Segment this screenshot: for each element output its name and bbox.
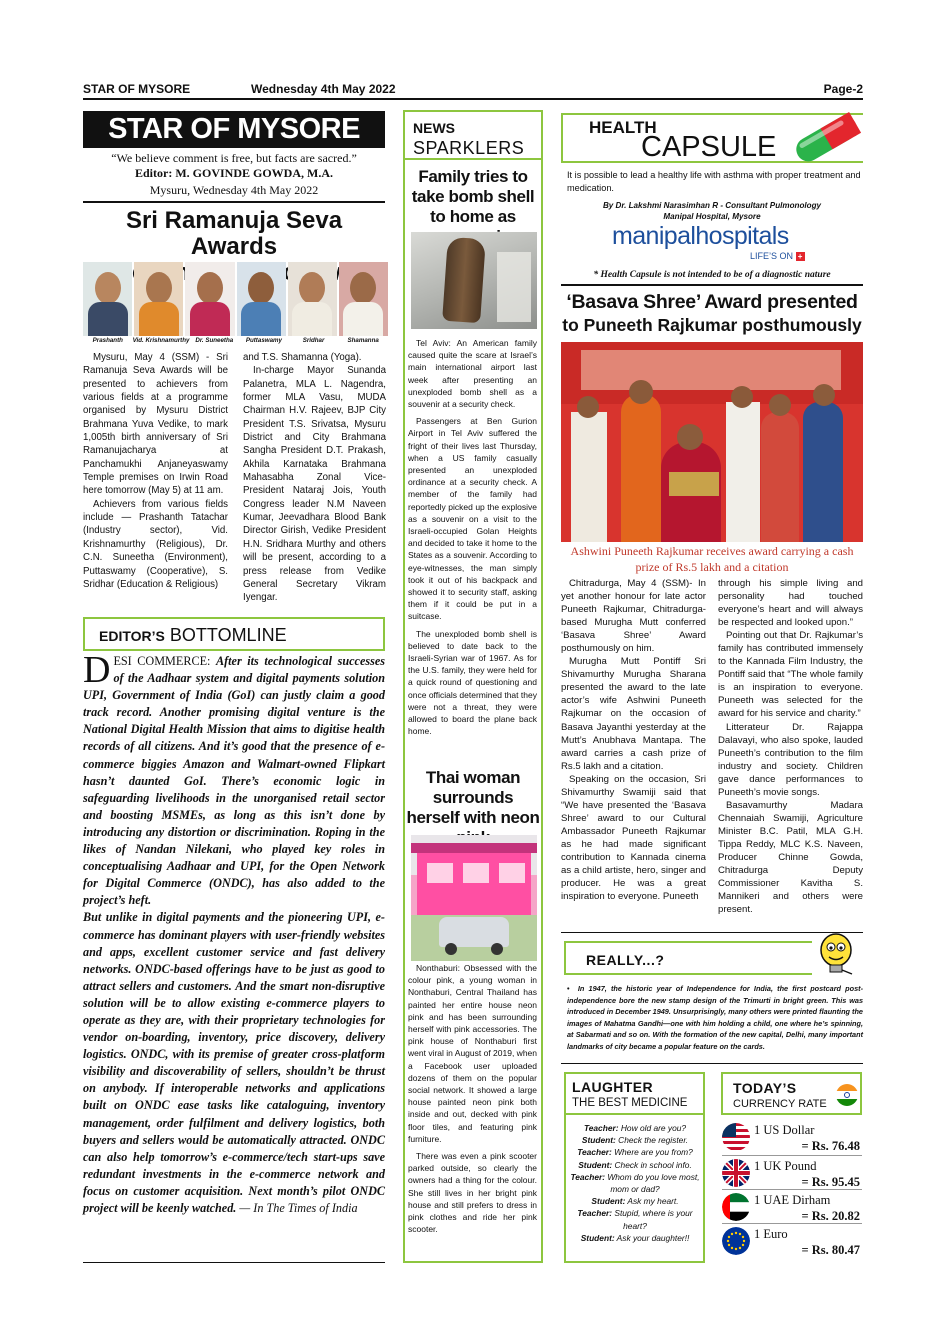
really-text: In 1947, the historic year of Independence for India, the first postcard post-independence bore the new stamp design of the Trimurti in bright green. This was introduced in December 1949. Unsurprisingly, many others were printed flaunting the images of Mahatma Gandhi—one with him holding a child, one where he’s spinning, at Sabarmati and so on. With the formation of the new capital, Delhi, many important landmarks of city became a popular feature on the cards.: [567, 984, 864, 1051]
basava-paragraph: Chitradurga, May 4 (SSM)- In yet another honour for late actor Puneeth Rajkumar, Chitradurga-based Murugha Mutt conferred ‘Basava Shree’ Award posthumously on him.: [561, 578, 706, 655]
plus-icon: +: [796, 252, 805, 261]
health-byline: [561, 200, 863, 222]
health-rule: [561, 284, 863, 286]
story2-headline: Thai woman surrounds herself with neon: [406, 768, 540, 827]
basava-headline-2: to Puneeth Rajkumar posthumously: [562, 315, 862, 335]
caption-shamanna: Shamanna: [347, 337, 379, 344]
dialogue-line: Student: Ask my heart.: [591, 1196, 679, 1207]
masthead-rule: [83, 201, 385, 203]
basava-paragraph: Murugha Mutt Pontiff Sri Shivamurthy Murugha Sharana presented the award to the late actor’s wife Ashwini Puneeth Rajkumar on the occasion of Basava Jayanthi yesterday at the Mutt’s Anubhava Mantapa. The award carries a cash prize of Rs.5 lakh and a citation.: [561, 656, 706, 772]
currency-value: = Rs. 20.82: [801, 1209, 860, 1223]
lead-paragraph: and T.S. Shamanna (Yoga).: [243, 352, 362, 363]
currency-unit: 1 US Dollar: [754, 1123, 815, 1137]
editors-bottomline-label: [99, 625, 287, 646]
really-body: [567, 983, 863, 1053]
currency-value: = Rs. 76.48: [801, 1139, 860, 1153]
news-sparklers-frame: [403, 160, 543, 1263]
masthead-title: STAR OF MYSORE: [83, 111, 385, 148]
laughter-box: [564, 1072, 705, 1115]
dialogue-line: Teacher: Where are you from?: [577, 1147, 693, 1158]
editors-bottomline-box: [83, 617, 385, 651]
news-label: NEWS: [413, 120, 455, 136]
photo-krishnamurthy: [134, 262, 183, 336]
health-byline-2: Manipal Hospital, Mysore: [663, 212, 761, 221]
health-byline-1: By Dr. Lakshmi Narasimhan R - Consultant Pulmonology: [602, 201, 822, 210]
caption-puttaswamy: Puttaswamy: [245, 337, 282, 344]
currency-row-aed: [722, 1189, 862, 1223]
currency-value: = Rs. 80.47: [801, 1243, 860, 1257]
dialogue-line: Teacher: How old are you?: [583, 1123, 687, 1133]
photo-captions: [83, 337, 388, 344]
currency-unit: 1 Euro: [754, 1227, 788, 1241]
editorial-lead: ESI COMMERCE:: [113, 654, 216, 668]
basava-headline: [561, 291, 863, 336]
basava-paragraph: Litterateur Dr. Rajappa Dalavayi, who also spoke, lauded Puneeth’s contribution to the film industry and society. Children gave dance performances to Puneeth’s movie songs.: [718, 721, 863, 798]
uae-flag-icon: [722, 1193, 750, 1221]
editorial-body: [83, 649, 385, 1217]
lead-paragraph: Achievers from various fields include — Prashanth Tatachar (Industry sector), Vid. Krishnamurthy (Religious), Dr. C.N. Suneetha (Environment), Puttaswamy (Cooperative), S. Sridhar (Education & Religious): [83, 498, 228, 590]
masthead-motto: “We believe comment is free, but facts are sacred.”: [111, 151, 357, 165]
page-number: Page-2: [823, 82, 863, 96]
currency-box: [721, 1072, 862, 1115]
manipal-tagline-text: LIFE’S ON: [750, 251, 794, 261]
manipal-logo: manipalhospitals: [612, 222, 789, 250]
eu-flag-icon: [722, 1227, 750, 1255]
dialogue-line: Student: Check in school info.: [578, 1159, 692, 1170]
caption-sridhar: Sridhar: [302, 337, 325, 344]
editorial-paragraph: But unlike in digital payments and the pioneering UPI, e-commerce has dominant players with user-friendly websites and apps, excellent customer service and fast delivery networks. ONDC-based offerings have to be just as good to attract sellers and customers. And the smart non-disruptive solution will be to allow existing e-commerce players to operate as they are, with their proprietary technologies for vendor on-boarding, inventory, price discovery, delivery logistics. ONDC, with its premise of greater cross-platform visibility and discoverability of sellers, shouldn’t be thrust on anybody. If interoperable networks and applications built on ONDC ease tasks like cataloguing, inventory management, order fulfilment and delivery logistics, both buyers and sellers would be automatically attracted. ONDC can also help tomorrow’s e-commerce/tech start-ups save redundant investments in the e-commerce network and focus on customer acquisition. Next month’s pilot ONDC project will be keenly watched.: [83, 910, 385, 1215]
capsule-pill-icon: [785, 109, 867, 167]
story2-paragraph: Nonthaburi: Obsessed with the colour pink, a young woman in Nonthaburi, Central Thailand has painted her entire house neon pink and has been surrounding herself with pink accessories. The pink house of Nonthaburi first went viral in August of 2019, when a Facebook user uploaded dozens of them on the popular social network. It showed a large house painted neon pink both inside and out, decked with pink floor tiles, and featuring pink furniture.: [408, 963, 537, 1144]
basava-headline-1: ‘Basava Shree’ Award presented: [566, 291, 858, 313]
editors-label: EDITOR’S: [99, 628, 165, 644]
basava-paragraph: through his simple living and personality had touched everyone’s heart and will always be respected and looked upon.”: [718, 578, 863, 629]
caption-prashanth: Prashanth: [92, 337, 123, 344]
basava-paragraph: Speaking on the occasion, Sri Shivamurthy Swamiji said that “We have presented the ‘Basava Shree’ award to our Cultural Ambassador Puneeth Rajkumar as he had made significant contribution to Kannada cinema as a child artiste, hero, singer and producer. He was a great inspiration to everyone. Puneeth: [561, 773, 706, 903]
currency-row-usd: [722, 1121, 862, 1155]
masthead-dateline: Mysuru, Wednesday 4th May 2022: [149, 183, 319, 197]
currency-row-gbp: [722, 1155, 862, 1189]
masthead-editor: Editor: M. GOVINDE GOWDA, M.A.: [135, 166, 333, 180]
dialogue-line: Teacher: Whom do you love most, mom or dad?: [570, 1171, 700, 1195]
currency-unit: 1 UAE Dirham: [754, 1193, 831, 1207]
photo-sridhar: [288, 262, 337, 336]
caption-krishnamurthy: Vid. Krishnamurthy: [132, 337, 190, 344]
lead-headline-line1: Sri Ramanuja Seva Awards: [125, 207, 343, 260]
basava-award-photo: [561, 342, 863, 542]
dialogue-line: Student: Ask your daughter!!: [580, 1232, 690, 1243]
currency-rate-label: CURRENCY RATE: [733, 1098, 827, 1110]
story1-headline: Family tries to take bomb shell to home as: [411, 167, 535, 226]
todays-label: TODAY’S: [733, 1080, 797, 1096]
page-header: [83, 80, 863, 100]
really-box: [564, 941, 812, 975]
caption-suneetha: Dr. Suneetha: [195, 337, 234, 344]
manipal-tagline: [750, 251, 805, 261]
lead-paragraph: In-charge Mayor Sunanda Palanetra, MLA L. Nagendra, former MLA Vasu, MUDA Chairman H.V. Rajeev, BJP City President T.S. Srivatsa, Mysuru District and City Brahmana Sangha President D.T. Prakash, Akhila Karnataka Brahmana Mahasabha Zonal Vice-President Nataraj Jois, Youth Congress leader N.M Naveen Kumar, Jeevadhara Blood Bank Director Girish, Vedike President H.N. Sridhara Murthy and others will be present, according to a press release from Vedike General Secretary Vikram Iyengar.: [243, 365, 386, 604]
dialogue-line: Student: Check the register.: [581, 1135, 689, 1146]
bullet-icon: •: [567, 984, 578, 993]
news-sparklers-box: [403, 110, 543, 160]
us-flag-icon: [722, 1123, 750, 1151]
currency-value: = Rs. 95.45: [801, 1175, 860, 1189]
best-medicine-label: THE BEST MEDICINE: [572, 1097, 688, 1109]
laughter-frame: [564, 1115, 705, 1263]
laughter-label: LAUGHTER: [572, 1079, 653, 1095]
sparklers-label: SPARKLERS: [413, 138, 525, 158]
photo-puttaswamy: [237, 262, 286, 336]
basava-col-1: [561, 577, 706, 903]
really-rule: [561, 1063, 863, 1064]
health-intro: It is possible to lead a healthy life with asthma with proper treatment and medication.: [567, 170, 861, 193]
bulb-mascot-icon: [812, 930, 860, 978]
editorial-paragraph: After its technological successes of the Aadhaar system and digital payments solution UPI, Government of India (GoI) can justly claim a good track record. Another promising digital venture is the National Digital Health Mission that aims to digitise health records of all citizens. And it’s good that the presence of e-commerce biggies Amazon and Walmart-owned Flipkart hasn’t daunted GoI. There’s economic logic in safeguarding livelihoods in the unorganised retail sector and boosting MSMEs, as long as this isn’t done by introducing any distortion or discrimination. Roping in the likes of Nandan Nilekani, who played key roles in conceptualising Aadhaar and UPI, for the Open Network for Digital Commerce (ONDC), has also added to the project’s heft.: [83, 654, 385, 908]
paper-name: STAR OF MYSORE: [83, 82, 191, 96]
currency-list: [722, 1121, 862, 1261]
editorial-dropcap: D: [83, 649, 111, 691]
story1-paragraph: Tel Aviv: An American family caused quite the scare at Israel’s main international airport last week after presenting an unexploded bomb shell as a souvenir at a security check.: [408, 338, 537, 410]
photo-shamanna: [339, 262, 388, 336]
health-disclaimer: * Health Capsule is not intended to be of a diagnostic nature: [593, 270, 831, 280]
capsule-label: CAPSULE: [641, 131, 777, 163]
lead-col-1: [83, 351, 228, 591]
health-label: HEALTH: [589, 118, 657, 137]
editorial-source: — In The Times of India: [239, 1201, 358, 1215]
photo-suneetha: [185, 262, 234, 336]
uk-flag-icon: [722, 1159, 750, 1187]
story1-paragraph: Passengers at Ben Gurion Airport in Tel Aviv suffered the fright of their lives last Thursday, when a US family casually presented an unexploded ordinance at a security check. A member of the family had reportedly picked up the explosive as a souvenir on a visit to the Israeli-occupied Golan Heights and decided to take it home to the States as a souvenir. According to eye-witnesses, the man simply took it out of his backpack and showed it to security staff, asking them if it could be put in a suitcase.: [408, 416, 537, 622]
currency-row-eur: [722, 1223, 862, 1259]
lead-paragraph: Mysuru, May 4 (SSM) - Sri Ramanuja Seva Awards will be presented to achievers from various fields at a programme organised by Mysuru District Brahmana Yuva Vedike, to mark 1,005th birth anniversary of Sri Ramanujacharya at Panchamukhi Anjaneyaswamy Temple premises on Irwin Road here tomorrow (May 5) at 11 am.: [83, 352, 228, 497]
lead-col-2: [243, 351, 386, 605]
awardee-photos: [83, 262, 388, 336]
really-label: REALLY...?: [586, 952, 665, 968]
story1-paragraph: The unexploded bomb shell is believed to date back to the Israeli-Syrian war of 1967. As for the U.S. family, they were held for a quick round of questioning and once officials determined that they were not a threat, they were allowed to board the plane back home.: [408, 628, 537, 737]
issue-date: Wednesday 4th May 2022: [251, 82, 396, 96]
basava-col-2: [718, 577, 863, 916]
left-bottom-rule: [83, 1262, 385, 1263]
dialogue-line: Teacher: Stupid, where is your heart?: [577, 1208, 693, 1231]
story2-paragraph: There was even a pink scooter parked outside, so clearly the owners had a thing for the colour. She still lives in her bright pink house and still prefers to dress in pink clothes and ride her pink scooter.: [408, 1151, 537, 1235]
photo-prashanth: [83, 262, 132, 336]
basava-paragraph: Basavamurthy Madara Chennaiah Swamiji, Agriculture Minister B.C. Patil, MLA G.H. Tippa Reddy, MLC K.S. Naveen, Producer Chinne Gowda, Chitradurga Deputy Commissioner Kavitha S. Mannikeri and others were present.: [718, 799, 863, 916]
health-capsule-box: [561, 113, 863, 163]
currency-unit: 1 UK Pound: [754, 1159, 817, 1173]
basava-paragraph: Pointing out that Dr. Rajkumar’s family has contributed immensely to the Kannada Film Industry, the Pontiff said that “The whole family is an inspiration to everyone. Puneeth was selected for the award for his service and charity.”: [718, 630, 863, 720]
basava-photo-caption: Ashwini Puneeth Rajkumar receives award carrying a cash prize of Rs.5 lakh and a citation: [570, 544, 854, 574]
bottomline-label: BOTTOMLINE: [169, 625, 287, 645]
india-flag-icon: [835, 1083, 859, 1107]
